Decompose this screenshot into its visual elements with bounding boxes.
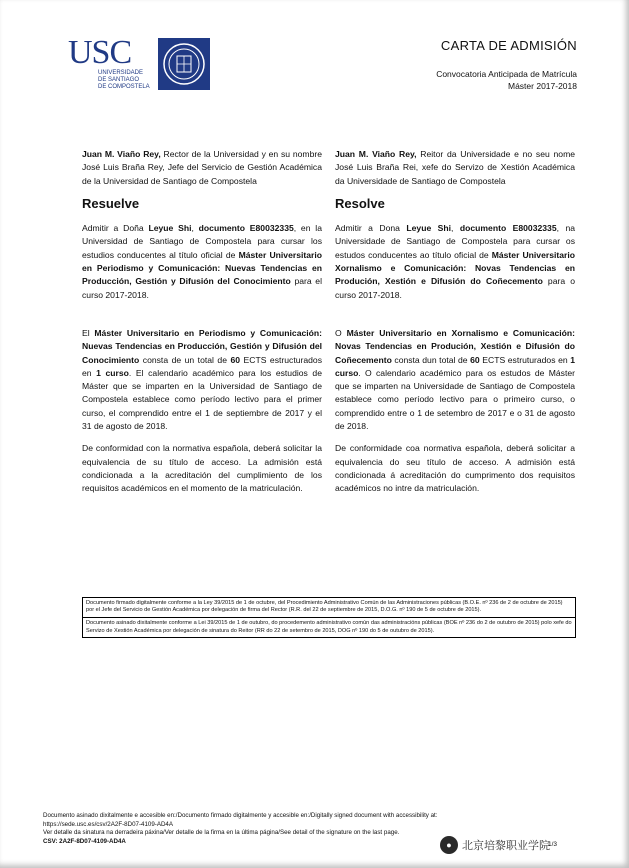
footer-signature-note: Ver detalle da sinatura na derradeira páxina/Ver detalle de la firma en la última página/See detail of the signature on the last page. (43, 829, 400, 837)
resolution-heading: Resolve (335, 195, 385, 211)
intro-paragraph: Juan M. Viaño Rey, Rector de la Universidad y en su nombre José Luis Braña Rey, Jefe del Servicio de Gestión Académica de la Universidad de Santiago de Compostela (82, 149, 322, 186)
program-paragraph: O Máster Universitario en Xornalismo e Comunicación: Novas Tendencias en Produción, Xestión e Difusión do Coñecemento consta dun total de 60 ECTS estruturados en 1 curso. O calendario académico para os estudos de Máster que se imparten na Universidade de Santiago de Compostela establece como período lectivo para o primeiro curso, o comprendido entre o 1 de setembro de 2017 e o 31 de agosto de 2018. (335, 327, 576, 432)
signature-text-es: Documento firmado digitalmente conforme a la Ley 39/2015 de 1 de octubre, del Procedimiento Administrativo Común de las Administraciones públicas (B.O.E. nº 236 de 2 de octubre de 2015) por el Jefe del Servicio de Gestión Académica por delegación de firma del Rector (R.R. del 22 de septiembre de 2015, D.O.G. nº 190 de 5 de octubre de 2015). (86, 600, 563, 614)
resolution-heading: Resuelve (82, 195, 140, 211)
digital-signature-box (82, 597, 576, 638)
watermark (440, 836, 550, 854)
footer-access-note: Documento asinado dixitalmente e accesible en:/Documento firmado digitalmente y accesible en:/Digitally signed document with accessibility at: (43, 812, 438, 819)
footer-url-link[interactable]: https://sede.usc.es/csv/2A2F-8D07-4109-AD4A (43, 820, 174, 828)
intro-paragraph: Juan M. Viaño Rey, Reitor da Universidade e no seu nome José Luis Braña Rei, xefe do Servizo de Xestión Académica da Universidade de Santiago de Compostela (335, 149, 576, 186)
conformity-paragraph: De conformidad con la normativa española, deberá solicitar la equivalencia de su título de acceso. La admisión está condicionada a la acreditación del cumplimiento de los requisitos académicos en el momento de la matriculación. (82, 443, 322, 494)
usc-logo (68, 34, 210, 91)
admission-paragraph: Admitir a Dona Leyue Shi, documento E80032335, na Universidade de Santiago de Compostela para cursar os estudos conducentes ao título oficial de Máster Universitario Xornalismo e Comunicación: Novas Tendencias en Produción, Xestión e Difusión do Coñecemento para o curso 2017-2018. (335, 223, 575, 300)
logo-text: USC (68, 34, 132, 71)
galician-column (335, 148, 575, 505)
spanish-column (82, 148, 322, 505)
admission-paragraph: Admitir a Doña Leyue Shi, documento E80032335, en la Universidad de Santiago de Compostela para cursar los estudios conducentes al título oficial de Máster Universitario en Periodismo y Comunicación: Nuevas Tendencias en Producción, Gestión y Difusión del Conocimiento para el curso 2017-2018. (82, 223, 322, 300)
conformity-paragraph: De conformidade coa normativa española, deberá solicitar a equivalencia do seu título de acceso. A admisión está condicionada á acreditación do cumprimento dos requisitos académicos no intre da matriculación. (335, 443, 575, 494)
wechat-icon: ● (440, 836, 458, 854)
signature-text-gl: Documento asinado dixitalmente conforme a Lei 39/2015 de 1 de outubro, do procedemento administrativo común das administracións públicas (BOE nº 236 do 2 de outubro de 2015) polo xefe do Servizo de Xestión Académica por delegación de sinatura do Reitor (RR do 22 de setembro de 2015, DOG nº 190 do 5 de outubro de 2015). (86, 620, 572, 634)
convocatoria-block: Convocatoria Anticipada de Matrícula Máster 2017-2018 (436, 69, 577, 91)
page-number: 1/3 (548, 841, 558, 848)
watermark-text: 北京培黎职业学院 (462, 839, 550, 852)
university-seal-icon (158, 38, 210, 90)
logo-subtitle: UNIVERSIDADE DE SANTIAGO DE COMPOSTELA (98, 70, 150, 90)
program-paragraph: El Máster Universitario en Periodismo y Comunicación: Nuevas Tendencias en Producción, Gestión y Difusión del Conocimiento consta de un total de 60 ECTS estructurados en 1 curso. El calendario académico para los estudios de Máster que se imparten en la Universidad de Santiago de Compostela establece como período lectivo para el primer curso, el comprendido entre el 1 de septiembre de 2017 y el 31 de agosto de 2018. (82, 327, 323, 432)
footer-csv: CSV: 2A2F-8D07-4109-AD4A (43, 837, 126, 845)
document-title: CARTA DE ADMISIÓN (440, 38, 577, 53)
